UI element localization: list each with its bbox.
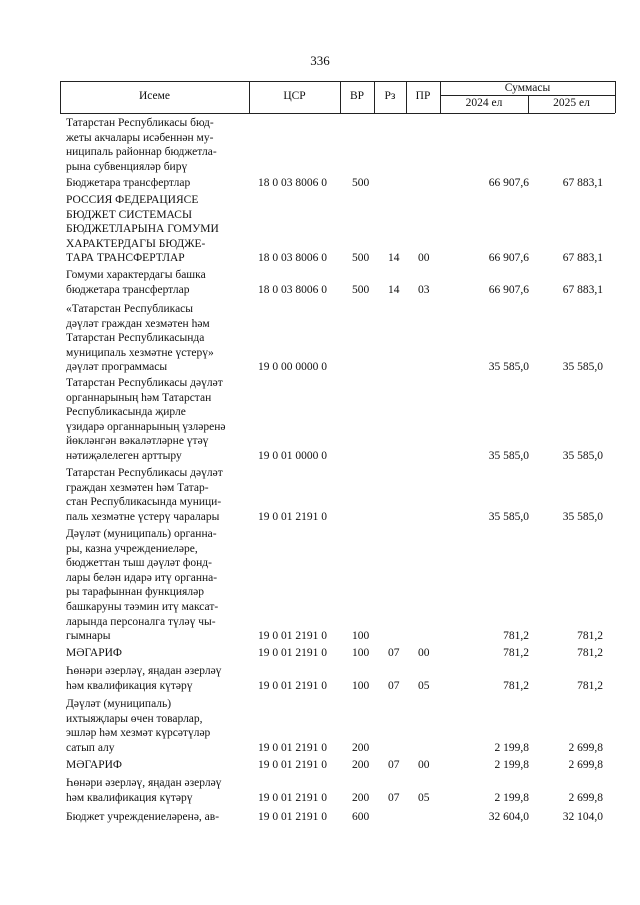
row-rz: 07 [388,759,400,771]
row-vr: 500 [352,177,370,189]
row-name: Бюджет учреждениеләренә, ав- [66,811,220,823]
row-name: Һөнәри әзерләү, яңадан әзерләү һәм квалификация күтәрү [66,665,222,692]
header-csr: ЦСР [283,90,306,102]
row-sum-2025: 781,2 [577,630,603,642]
header-rz: Рз [384,90,396,102]
row-sum-2024: 35 585,0 [488,450,529,462]
row-rz: 07 [388,647,400,659]
row-sum-2024: 2 199,8 [494,792,529,804]
row-vr: 100 [352,630,370,642]
row-csr: 18 0 03 8006 0 [258,252,327,264]
row-csr: 19 0 01 2191 0 [258,511,327,523]
row-name: Дәүләт (муниципаль) ихтыяҗлары өчен товарлар, эшләр һәм хезмәт күрсәтүләр сатып алу [66,698,211,754]
header-sums: Суммасы [504,82,551,94]
row-name: Һөнәри әзерләү, яңадан әзерләү һәм квалификация күтәрү [66,777,222,804]
header-year-2024: 2024 ел [465,97,503,109]
row-name: Татарстан Республикасы дәүләт граждан хезмәтен һәм Татар- стан Республикасында муници- паль хезмәтне үстерү чаралары [66,467,223,523]
row-csr: 19 0 01 2191 0 [258,792,327,804]
row-csr: 19 0 01 2191 0 [258,742,327,754]
row-csr: 19 0 01 2191 0 [258,759,327,771]
row-name: РОССИЯ ФЕДЕРАЦИЯСЕ БЮДЖЕТ СИСТЕМАСЫ БЮДЖЕТЛАРЫНА ГОМУМИ ХАРАКТЕРДАГЫ БЮДЖЕ- ТАРА ТРАНСФЕРТЛАР [66,194,219,265]
row-name: Татарстан Республикасы дәүләт органнарының һәм Татарстан Республикасында җирле үзидарә органнарының үзләренә йөкләнгән вәкаләтләрне үтәү нәтиҗәлелеген арттыру [66,377,226,462]
row-sum-2025: 67 883,1 [562,252,603,264]
row-sum-2024: 781,2 [503,630,529,642]
row-vr: 200 [352,742,370,754]
row-sum-2025: 2 699,8 [568,792,603,804]
page-number: 336 [310,53,330,68]
row-sum-2024: 66 907,6 [488,252,529,264]
row-sum-2025: 35 585,0 [562,511,603,523]
row-csr: 18 0 03 8006 0 [258,177,327,189]
row-vr: 500 [352,284,370,296]
row-csr: 19 0 01 2191 0 [258,680,327,692]
header-year-2025: 2025 ел [553,97,590,109]
row-name: Бюджетара трансфертлар [66,177,191,189]
row-csr: 19 0 01 0000 0 [258,450,327,462]
row-vr: 600 [352,811,370,823]
row-rz: 07 [388,792,400,804]
row-sum-2024: 35 585,0 [488,511,529,523]
row-name: Дәүләт (муниципаль) органна- ры, казна учреждениеләре, бюджеттан тыш дәүләт фонд- лары белән идарә итү органна- ры тарафыннан функцияләр башкаруны тәэмин итү максат- ларында персоналга түләү чы- гымнары [66,528,219,643]
row-sum-2024: 2 199,8 [494,742,529,754]
row-vr: 200 [352,792,370,804]
row-sum-2025: 67 883,1 [562,284,603,296]
row-csr: 19 0 01 2191 0 [258,630,327,642]
row-sum-2025: 781,2 [577,647,603,659]
row-sum-2024: 35 585,0 [488,361,529,373]
row-sum-2025: 32 104,0 [562,811,603,823]
row-sum-2024: 781,2 [503,680,529,692]
row-name: Татарстан Республикасы бюд- жеты акчалары исәбеннән му- ниципаль районнар бюджетла- рына субвенцияләр бирү [66,117,217,173]
row-sum-2025: 781,2 [577,680,603,692]
row-rz: 14 [388,252,400,264]
row-sum-2025: 2 699,8 [568,742,603,754]
row-pr: 05 [418,792,430,804]
row-pr: 05 [418,680,430,692]
row-sum-2024: 781,2 [503,647,529,659]
row-name: МӘГАРИФ [66,647,123,659]
row-csr: 18 0 03 8006 0 [258,284,327,296]
row-pr: 03 [418,284,430,296]
row-pr: 00 [418,759,430,771]
row-name: МӘГАРИФ [66,759,123,771]
row-pr: 00 [418,252,430,264]
row-rz: 14 [388,284,400,296]
row-csr: 19 0 00 0000 0 [258,361,327,373]
row-vr: 200 [352,759,370,771]
row-csr: 19 0 01 2191 0 [258,647,327,659]
row-vr: 100 [352,680,370,692]
row-sum-2024: 66 907,6 [488,284,529,296]
header-name: Исеме [138,90,171,102]
row-vr: 500 [352,252,370,264]
header-pr: ПР [415,90,431,102]
row-sum-2025: 2 699,8 [568,759,603,771]
header-vr: ВР [349,90,365,102]
row-rz: 07 [388,680,400,692]
row-pr: 00 [418,647,430,659]
row-sum-2025: 35 585,0 [562,450,603,462]
row-sum-2025: 35 585,0 [562,361,603,373]
row-sum-2025: 67 883,1 [562,177,603,189]
row-vr: 100 [352,647,370,659]
row-sum-2024: 2 199,8 [494,759,529,771]
row-sum-2024: 66 907,6 [488,177,529,189]
row-sum-2024: 32 604,0 [488,811,529,823]
row-name: «Татарстан Республикасы дәүләт граждан хезмәтен һәм Татарстан Республикасында муниципаль хезмәтне үстерү» дәүләт программасы [66,303,214,374]
row-csr: 19 0 01 2191 0 [258,811,327,823]
row-name: Гомуми характердагы башка бюджетара трансфертлар [66,269,206,296]
